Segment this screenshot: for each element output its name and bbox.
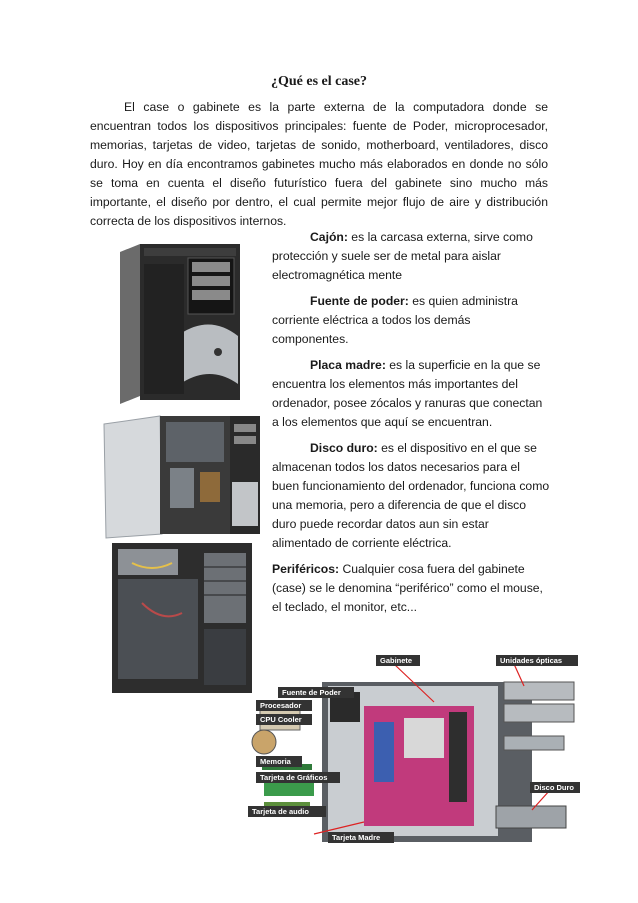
definition-text: Cualquier cosa fuera del gabinete (case) se le denomina “periférico” como el mouse, el teclado, el monitor, etc... <box>272 562 543 614</box>
intro-paragraph <box>90 98 548 231</box>
label-memoria: Memoria <box>260 757 291 766</box>
label-disco-duro: Disco Duro <box>534 783 575 792</box>
definition-term: Periféricos: <box>272 562 340 576</box>
definition-term: Fuente de poder: <box>310 294 409 308</box>
definition-term: Disco duro: <box>310 441 378 455</box>
page-title: ¿Qué es el case? <box>270 74 368 89</box>
chassis-image <box>112 543 252 693</box>
definition-text: es la superficie en la que se encuentra los elementos más importantes del ordenador, posee zócalos y ranuras que conectan a los elementos que aquí se encuentran. <box>272 358 543 429</box>
definition-fuente <box>272 292 550 349</box>
label-cpu-cooler: CPU Cooler <box>260 715 302 724</box>
label-tarjeta-audio: Tarjeta de audio <box>252 807 309 816</box>
definition-perifericos <box>272 560 550 617</box>
closed-tower-image <box>120 244 242 404</box>
intro-text: El case o gabinete es la parte externa de la computadora donde se encuentran todos los dispositivos principales: fuente de Poder, microprocesador, memorias, tarjetas de video, tarjetas de sonido, motherboard, ventiladores, disco duro. Hoy en día encontramos gabinetes mucho más elaborados en donde no sólo se toma en cuenta el diseño futurístico fuera del gabinete sino mucho más importante, el diseño por dentro, el cual permite mejor flujo de aire y distribución correcta de los dispositivos internos. <box>90 100 548 228</box>
label-unidades-opticas: Unidades ópticas <box>500 656 563 665</box>
definitions-list <box>272 228 550 624</box>
open-tower-image <box>100 412 262 540</box>
definition-cajon <box>272 228 550 285</box>
definition-text: es quien administra corriente eléctrica a todos los demás componentes. <box>272 294 518 346</box>
definition-text: es el dispositivo en el que se almacenan todos los datos necesarios para el buen funcionamiento del ordenador, funciona como una memoria, pero a diferencia de que el disco duro puede recordar datos aun sin estar alimentado de corriente eléctrica. <box>272 441 550 550</box>
definition-term: Cajón: <box>310 230 348 244</box>
definition-disco <box>272 439 550 553</box>
label-procesador: Procesador <box>260 701 302 710</box>
label-tarjeta-graficos: Tarjeta de Gráficos <box>260 773 328 782</box>
definition-text: es la carcasa externa, sirve como protección y suele ser de metal para aislar electromagnética mente <box>272 230 533 282</box>
label-fuente: Fuente de Poder <box>282 688 341 697</box>
label-gabinete: Gabinete <box>380 656 413 665</box>
label-tarjeta-madre: Tarjeta Madre <box>332 833 381 842</box>
definition-placa <box>272 356 550 432</box>
components-diagram <box>234 652 590 844</box>
definition-term: Placa madre: <box>310 358 386 372</box>
